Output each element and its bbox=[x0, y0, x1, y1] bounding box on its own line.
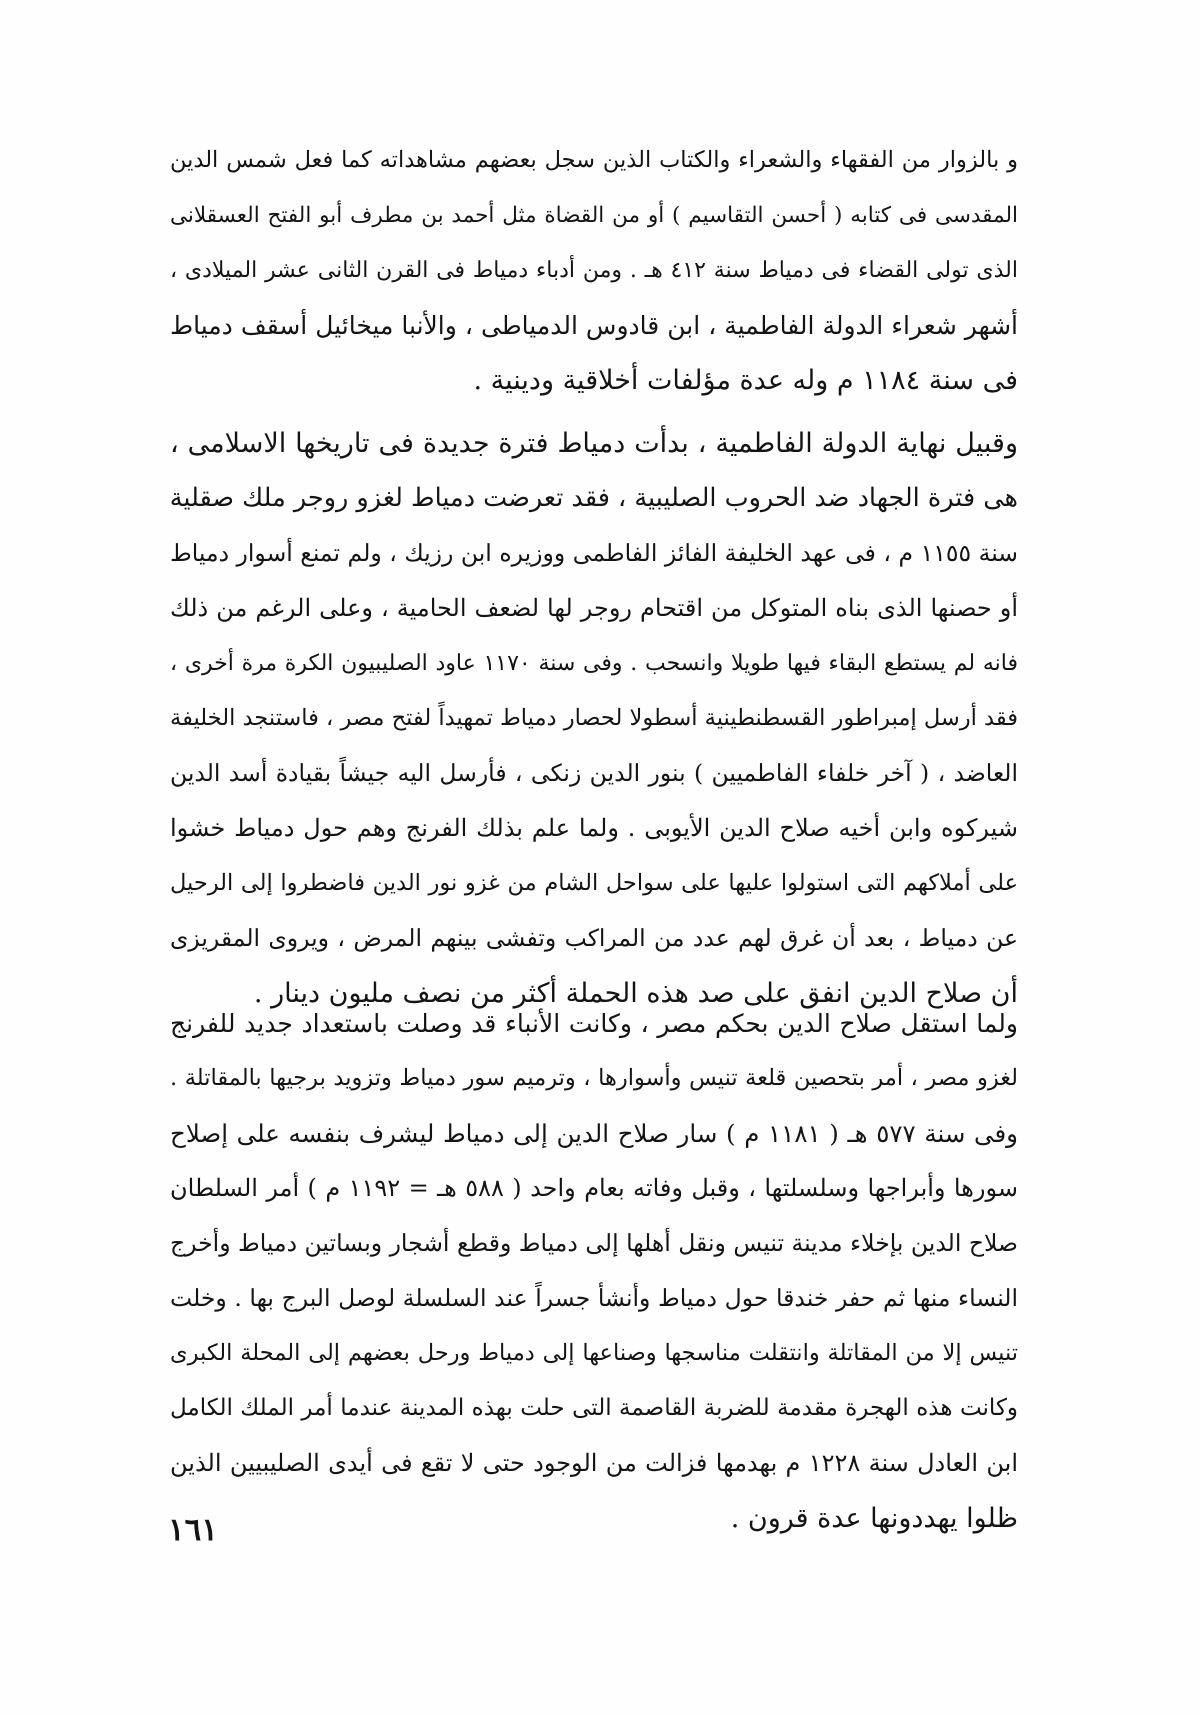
text-line: شيركوه وابن أخيه صلاح الدين الأيوبى . ولما علم بذلك الفرنج وهم حول دمياط خشوا bbox=[170, 814, 1018, 842]
text-line: أن صلاح الدين انفق على صد هذه الحملة أكثر من نصف مليون دينار . bbox=[253, 978, 1018, 1009]
text-line: أو حصنها الذى بناه المتوكل من اقتحام روجر لها لضعف الحامية ، وعلى الرغم من ذلك bbox=[170, 594, 1018, 622]
text-line: و بالزوار من الفقهاء والشعراء والكتاب الذين سجل بعضهم مشاهداته كما فعل شمس الدين bbox=[170, 147, 1018, 173]
text-line: النساء منها ثم حفر خندقا حول دمياط وأنشأ جسراً عند السلسلة لوصل البرج بها . وخلت bbox=[170, 1284, 1018, 1312]
page-number: ١٦١ bbox=[168, 1512, 218, 1548]
text-line: تنيس إلا من المقاتلة وانتقلت مناسجها وصناعها إلى دمياط ورحل بعضهم إلى المحلة الكبرى bbox=[170, 1340, 1018, 1366]
text-line: صلاح الدين بإخلاء مدينة تنيس ونقل أهلها إلى دمياط وقطع أشجار وبساتين دمياط وأخرج bbox=[170, 1229, 1018, 1257]
text-line: لغزو مصر ، أمر بتحصين قلعة تنيس وأسوارها ، وترميم سور دمياط وتزويد برجيها بالمقاتلة . bbox=[170, 1065, 1018, 1091]
text-line: سورها وأبراجها وسلسلتها ، وقبل وفاته بعام واحد ( ٥٨٨ هـ = ١١٩٢ م ) أمر السلطان bbox=[170, 1174, 1018, 1202]
text-line: ظلوا يهددونها عدة قرون . bbox=[730, 1503, 1018, 1534]
text-line: وقبيل نهاية الدولة الفاطمية ، بدأت دمياط فترة جديدة فى تاريخها الاسلامى ، bbox=[170, 428, 1018, 459]
text-line: المقدسى فى كتابه ( أحسن التقاسيم ) أو من القضاة مثل أحمد بن مطرف أبو الفتح العسقلانى bbox=[170, 203, 1018, 228]
text-line: العاضد ، ( آخر خلفاء الفاطميين ) بنور الدين زنكى ، فأرسل اليه جيشاً بقيادة أسد الدين bbox=[170, 759, 1018, 787]
text-line: ابن العادل سنة ١٢٢٨ م بهدمها فزالت من الوجود حتى لا تقع فى أيدى الصليبيين الذين bbox=[170, 1449, 1018, 1477]
text-line: سنة ١١٥٥ م ، فى عهد الخليفة الفائز الفاطمى ووزيره ابن رزيك ، ولم تمنع أسوار دمياط bbox=[170, 539, 1018, 567]
text-line: وكانت هذه الهجرة مقدمة للضربة القاصمة التى حلت بهذه المدينة عندما أمر الملك الكامل bbox=[170, 1395, 1018, 1421]
text-line: ولما استقل صلاح الدين بحكم مصر ، وكانت الأنباء قد وصلت باستعداد جديد للفرنج bbox=[170, 1009, 1018, 1038]
text-line: الذى تولى القضاء فى دمياط سنة ٤١٢ هـ . ومن أدباء دمياط فى القرن الثانى عشر الميلادى ، bbox=[170, 258, 1018, 283]
paragraph-2 bbox=[170, 416, 1018, 1021]
text-line: فقد أرسل إمبراطور القسطنطينية أسطولا لحصار دمياط تمهيداً لفتح مصر ، فاستنجد الخليفة bbox=[170, 705, 1018, 731]
paragraph-3 bbox=[170, 996, 1018, 1546]
paragraph-1 bbox=[170, 133, 1018, 408]
text-line: عن دمياط ، بعد أن غرق لهم عدد من المراكب وتفشى بينهم المرض ، ويروى المقريزى bbox=[170, 924, 1018, 952]
text-line: فى سنة ١١٨٤ م وله عدة مؤلفات أخلاقية ودينية . bbox=[473, 365, 1018, 396]
text-line: على أملاكهم التى استولوا عليها على سواحل الشام من غزو نور الدين فاضطروا إلى الرحيل bbox=[170, 870, 1018, 896]
text-line: وفى سنة ٥٧٧ هـ ( ١١٨١ م ) سار صلاح الدين إلى دمياط ليشرف بنفسه على إصلاح bbox=[170, 1119, 1018, 1148]
text-line: فانه لم يستطع البقاء فيها طويلا وانسحب . وفى سنة ١١٧٠ عاود الصليبيون الكرة مرة أخرى ، bbox=[170, 651, 1018, 676]
text-line: أشهر شعراء الدولة الفاطمية ، ابن قادوس الدمياطى ، والأنبا ميخائيل أسقف دمياط bbox=[170, 311, 1018, 340]
text-line: هى فترة الجهاد ضد الحروب الصليبية ، فقد تعرضت دمياط لغزو روجر ملك صقلية bbox=[170, 483, 1018, 513]
